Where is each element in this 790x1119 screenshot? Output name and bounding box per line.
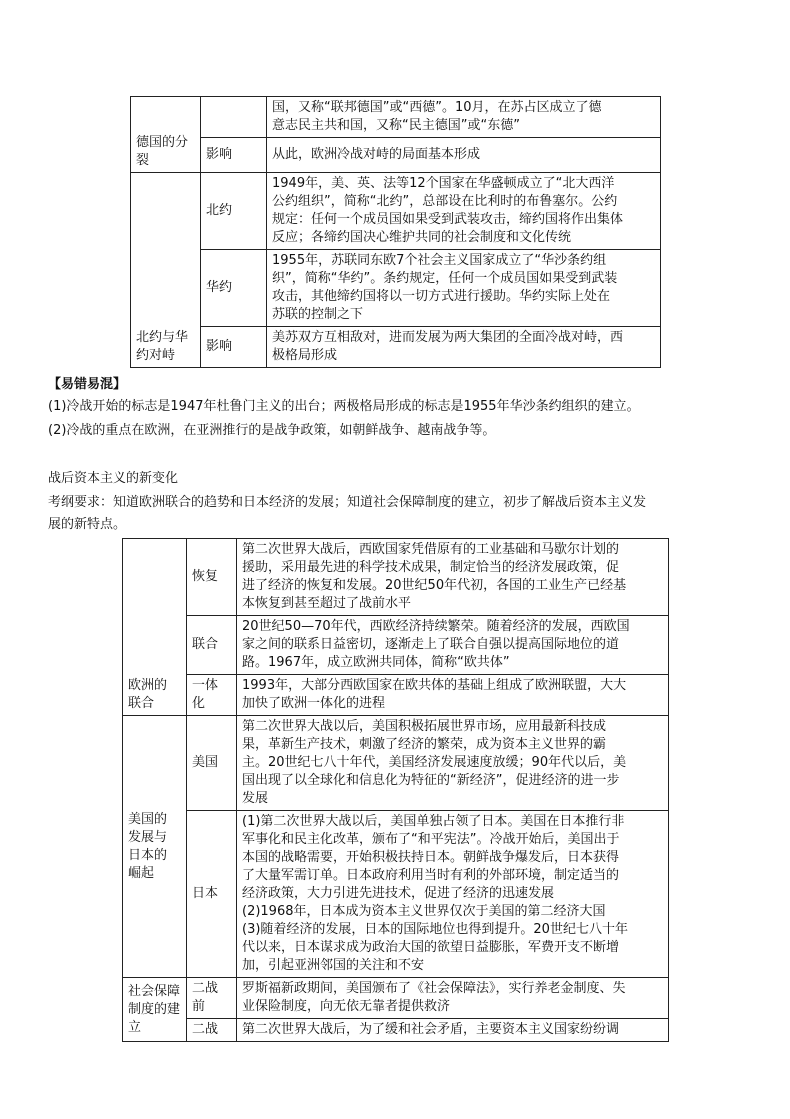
category-cell: [123, 539, 187, 716]
text-line: 家之间的联系日益密切，逐渐走上了联合自强以提高国际地位的道: [242, 637, 620, 652]
text-line: 代以来，日本谋求成为政治大国的欲望日益膨胀，军费开支不断增: [242, 940, 620, 955]
content-cell: [267, 138, 661, 173]
text-line: 1955年，苏联同东欧7个社会主义国家成立了“华沙条约组: [272, 253, 607, 268]
content-cell: [237, 978, 669, 1019]
text-line: 从此，欧洲冷战对峙的局面基本形成: [272, 147, 481, 162]
table-row: [123, 978, 669, 1019]
table-row: [123, 539, 669, 616]
text-line: 第二次世界大战后，为了缓和社会矛盾，主要资本主义国家纷纷调: [242, 1022, 620, 1037]
text-line: 织”，简称“华约”。条约规定，任何一个成员国如果受到武装: [272, 271, 618, 286]
content-cell: [237, 539, 669, 616]
category-cell: [131, 173, 201, 368]
requirement-line: 考纲要求：知道欧洲联合的趋势和日本经济的发展；知道社会保障制度的建立，初步了解战后资本主义发: [48, 495, 647, 510]
sub-cell: [201, 97, 267, 138]
content-cell: [237, 716, 669, 811]
text-line: 第二次世界大战后，西欧国家凭借原有的工业基础和马歇尔计划的: [242, 542, 620, 557]
text-line: 路。1967年，成立欧洲共同体，简称“欧共体”: [242, 655, 510, 670]
table-row: [123, 1019, 669, 1042]
sub-cell: 影响: [201, 327, 267, 368]
content-cell: [237, 616, 669, 675]
sub-cell: 影响: [201, 138, 267, 173]
text-line: 攻击，其他缔约国将以一切方式进行援助。华约实际上处在: [272, 289, 611, 304]
category-cell: [123, 978, 187, 1042]
sub-cell: 恢复: [187, 539, 237, 616]
content-cell: [237, 675, 669, 716]
sub-cell: 联合: [187, 616, 237, 675]
table-row: [131, 327, 661, 368]
category-label: 欧洲的联合: [128, 678, 168, 711]
text-line: 了大量军需订单。日本政府利用当时有利的外部环境，制定适当的: [242, 868, 620, 883]
text-line: 主。20世纪七八十年代，美国经济发展速度放缓；90年代以后，美: [242, 755, 627, 770]
content-cell: [267, 97, 661, 138]
table-row: [131, 173, 661, 250]
category-label: 美国的发展与日本的崛起: [128, 811, 168, 881]
table-row: [123, 811, 669, 978]
text-line: 公约组织”，简称“北约”，总部设在比利时的布鲁塞尔。公约: [272, 194, 618, 209]
text-line: 意志民主共和国，又称“民主德国”或“东德”: [272, 118, 520, 133]
table-row: [131, 250, 661, 327]
text-line: 1949年，美、英、法等12个国家在华盛顿成立了“北大西洋: [272, 176, 615, 191]
text-line: 国，又称“联邦德国”或“西德”。10月，在苏占区成立了德: [272, 100, 602, 115]
table-row: [123, 616, 669, 675]
category-label: 德国的分裂: [136, 135, 189, 168]
sub-cell: [187, 675, 237, 716]
table-row: [123, 675, 669, 716]
text-line: (1)第二次世界大战以后，美国单独占领了日本。美国在日本推行非: [242, 814, 625, 829]
content-cell: [267, 250, 661, 327]
text-line: 发展: [242, 791, 269, 806]
table-row: [131, 97, 661, 138]
text-line: 规定：任何一个成员国如果受到武装攻击，缔约国将作出集体: [272, 212, 624, 227]
mistake-item: (2)冷战的重点在欧洲，在亚洲推行的是战争政策，如朝鲜战争、越南战争等。: [48, 423, 496, 438]
mistakes-heading: 【易错易混】: [48, 377, 127, 392]
sub-cell: 二战: [187, 1019, 237, 1042]
content-cell: [237, 811, 669, 978]
text-line: 第二次世界大战以后，美国积极拓展世界市场，应用最新科技成: [242, 719, 607, 734]
text-line: 进了经济的恢复和发展。20世纪50年代初，各国的工业生产已经基: [242, 578, 627, 593]
text-line: (2)1968年，日本成为资本主义世界仅次于美国的第二经济大国: [242, 904, 606, 919]
sub-cell: 华约: [201, 250, 267, 327]
text-line: 20世纪50—70年代，西欧经济持续繁荣。随着经济的发展，西欧国: [242, 619, 630, 634]
mistake-item: (1)冷战开始的标志是1947年杜鲁门主义的出台；两极格局形成的标志是1955年华沙条约组织的建立。: [48, 399, 640, 414]
sub-cell: [187, 978, 237, 1019]
category-label: 社会保障制度的建立: [128, 983, 181, 1035]
sub-cell: 北约: [201, 173, 267, 250]
text-line: 经济政策，大力引进先进技术，促进了经济的迅速发展: [242, 886, 555, 901]
table-row: [131, 138, 661, 173]
text-line: 加快了欧洲一体化的进程: [242, 696, 386, 711]
sub-cell: 日本: [187, 811, 237, 978]
text-line: 军事化和民主化改革，颁布了“和平宪法”。冷战开始后，美国出于: [242, 832, 620, 847]
text-line: 加，引起亚洲邻国的关注和不安: [242, 958, 425, 973]
text-line: (3)随着经济的发展，日本的国际地位也得到提升。20世纪七八十年: [242, 922, 628, 937]
capitalism-table: [122, 538, 669, 1042]
sub-label: 一体化: [192, 678, 219, 711]
content-cell: [267, 327, 661, 368]
text-line: 美苏双方互相敌对，进而发展为两大集团的全面冷战对峙，西: [272, 330, 624, 345]
category-label: 北约与华约对峙: [136, 330, 189, 363]
text-line: 罗斯福新政期间，美国颁布了《社会保障法》，实行养老金制度、失: [242, 981, 626, 996]
category-cell: [131, 97, 201, 173]
text-line: 业保险制度，向无依无靠者提供救济: [242, 999, 451, 1014]
sub-label: 二战前: [192, 981, 219, 1014]
table-row: [123, 716, 669, 811]
cold-war-table: [130, 96, 661, 368]
text-line: 援助，采用最先进的科学技术成果，制定恰当的经济发展政策，促: [242, 560, 620, 575]
section-title: 战后资本主义的新变化: [48, 471, 179, 486]
text-line: 反应；各缔约国决心维护共同的社会制度和文化传统: [272, 230, 572, 245]
text-line: 1993年，大部分西欧国家在欧共体的基础上组成了欧洲联盟，大大: [242, 678, 627, 693]
text-line: 本国的战略需要，开始积极扶持日本。朝鲜战争爆发后，日本获得: [242, 850, 620, 865]
sub-cell: 美国: [187, 716, 237, 811]
content-cell: [237, 1019, 669, 1042]
text-line: 果，革新生产技术，刺激了经济的繁荣，成为资本主义世界的霸: [242, 737, 607, 752]
text-line: 苏联的控制之下: [272, 307, 364, 322]
content-cell: [267, 173, 661, 250]
text-line: 极格局形成: [272, 348, 338, 363]
text-line: 本恢复到甚至超过了战前水平: [242, 596, 412, 611]
requirement-line: 展的新特点。: [48, 517, 127, 532]
category-cell: [123, 716, 187, 978]
text-line: 国出现了以全球化和信息化为特征的“新经济”，促进经济的进一步: [242, 773, 620, 788]
